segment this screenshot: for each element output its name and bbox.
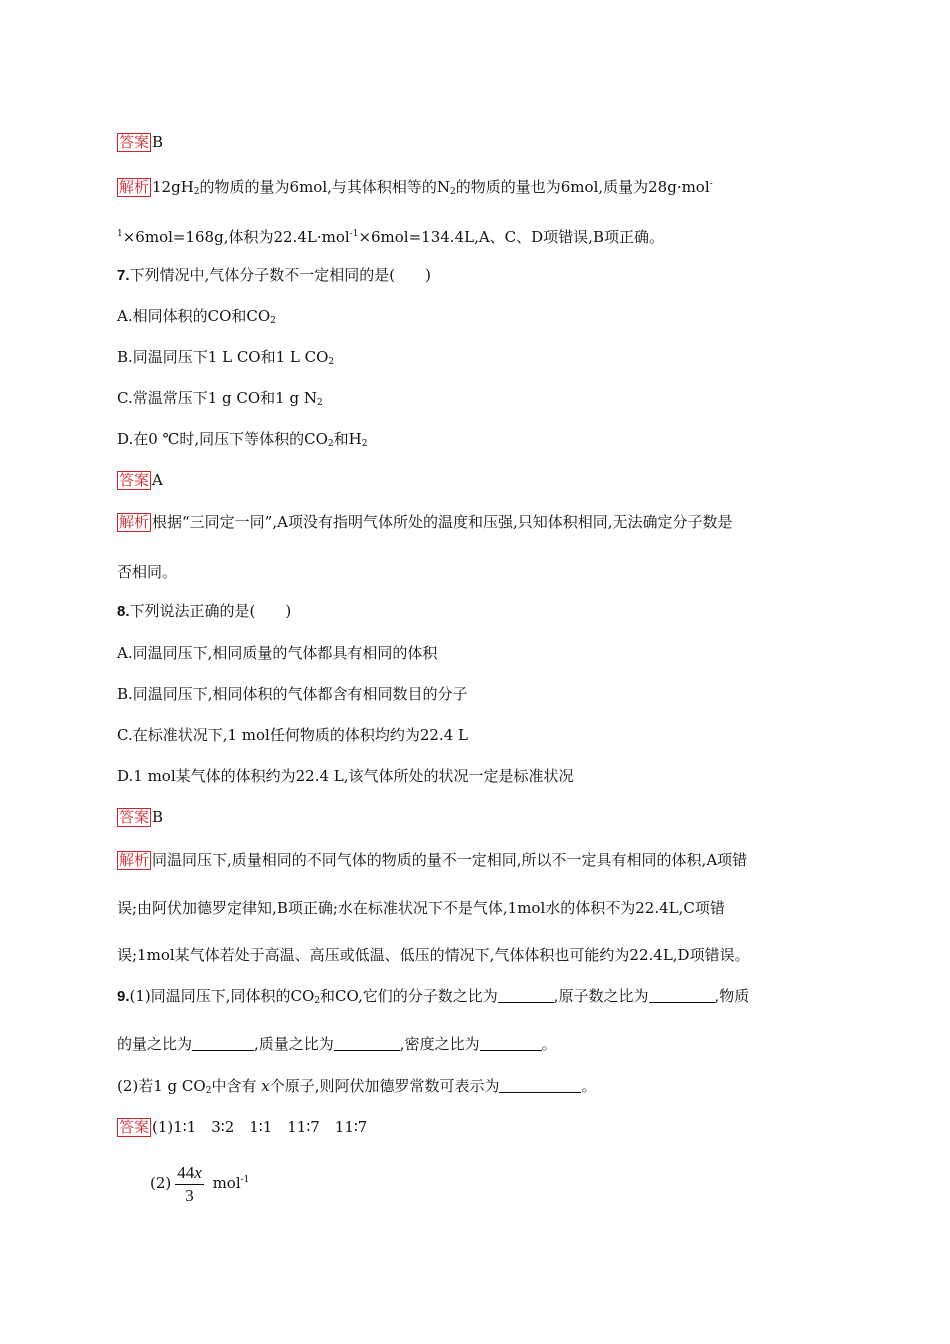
question-text: 下列说法正确的是( ) [129, 602, 292, 620]
question-text: ,物质 [714, 987, 750, 1005]
subscript: 2 [316, 398, 323, 408]
analysis-text: 根据“三同定一同”,A项没有指明气体所处的温度和压强,只知体积相同,无法确定分子数是 [152, 513, 733, 531]
question-8-analysis-3 [117, 945, 750, 965]
subscript: 2 [327, 439, 334, 449]
superscript: - [709, 179, 713, 189]
question-8-answer [117, 807, 163, 827]
analysis-text: 12gH [152, 178, 194, 196]
option-text: A.同温同压下,相同质量的气体都具有相同的体积 [117, 644, 438, 662]
analysis-text: 否相同。 [117, 563, 178, 581]
subscript: 2 [193, 187, 200, 197]
subscript: 2 [205, 1086, 212, 1096]
fill-blank[interactable] [499, 1078, 581, 1093]
answer-value: (2) [150, 1174, 172, 1192]
variable-x: x [194, 1162, 202, 1182]
question-9-part1-line2 [117, 1034, 557, 1054]
question-text: 和CO,它们的分子数之比为 [320, 987, 498, 1005]
question-8-analysis-1 [117, 850, 747, 870]
question-number: 7. [117, 267, 130, 284]
question-number: 8. [117, 603, 130, 620]
analysis-tag: 解析 [119, 513, 150, 531]
superscript: 1 [117, 229, 123, 239]
question-text: 。 [541, 1035, 557, 1053]
question-9-answer-1 [117, 1117, 367, 1137]
answer-value: (1)1∶1 3∶2 1∶1 11∶7 11∶7 [152, 1118, 368, 1136]
analysis-text: 的物质的量也为6mol,质量为28g·mol [455, 178, 710, 196]
subscript: 2 [314, 996, 321, 1006]
analysis-text: 误;由阿伏加德罗定律知,B项正确;水在标准状况下不是气体,1mol水的体积不为22.4L,C项错 [117, 899, 725, 917]
question-7-option-c [117, 388, 323, 413]
answer-value: B [152, 133, 164, 151]
fill-blank[interactable] [334, 1036, 400, 1051]
question-7-analysis-1 [117, 512, 733, 532]
fill-blank[interactable] [192, 1036, 254, 1051]
subscript: 2 [270, 316, 276, 326]
option-text: B.同温同压下,相同体积的气体都含有相同数目的分子 [117, 685, 468, 703]
question-text: 中含有 [211, 1077, 262, 1095]
question-9-part1-line1 [117, 986, 749, 1011]
analysis-text: 的物质的量为6mol,与其体积相等的N [199, 178, 451, 196]
question-8-option-c [117, 725, 468, 745]
question-text: (1)同温同压下,同体积的CO [129, 987, 315, 1005]
question-8-option-a [117, 643, 437, 663]
fraction-numerator [175, 1162, 204, 1185]
answer-value: A [152, 471, 163, 489]
answer-tag: 答案 [119, 808, 150, 826]
question-8-stem [117, 601, 291, 622]
question-9-part2 [117, 1076, 597, 1101]
unit: mol [212, 1174, 241, 1192]
subscript: 2 [450, 187, 456, 197]
question-8-option-b [117, 684, 468, 704]
option-text: A.相同体积的CO和CO [117, 307, 271, 325]
variable-x: x [261, 1077, 270, 1095]
subscript: 2 [361, 439, 368, 449]
question-7-answer [117, 470, 163, 490]
numerator-value: 44 [177, 1162, 195, 1182]
question-7-analysis-2 [117, 562, 177, 582]
option-text: C.在标准状况下,1 mol任何物质的体积均约为22.4 L [117, 726, 468, 744]
question-text: ,原子数之比为 [553, 987, 649, 1005]
analysis-line-1a [117, 174, 713, 202]
answer-value: B [152, 808, 164, 826]
question-text: 个原子,则阿伏加德罗常数可表示为 [269, 1077, 500, 1095]
question-text: 的量之比为 [117, 1035, 193, 1053]
analysis-tag: 解析 [119, 851, 150, 869]
superscript: -1 [349, 229, 359, 239]
fraction [175, 1162, 204, 1207]
answer-tag: 答案 [119, 133, 150, 151]
answer-tag: 答案 [119, 471, 150, 489]
analysis-line-1b [117, 224, 664, 247]
question-7-option-a [117, 306, 276, 331]
fill-blank[interactable] [480, 1036, 542, 1051]
option-text: C.常温常压下1 g CO和1 g N [117, 389, 317, 407]
answer-tag: 答案 [119, 1118, 150, 1136]
question-7-option-b [117, 347, 334, 372]
question-text: ,密度之比为 [399, 1035, 480, 1053]
question-text: ,质量之比为 [254, 1035, 334, 1053]
question-text: (2)若1 g CO [117, 1077, 206, 1095]
analysis-text: ×6mol=134.4L,A、C、D项错误,B项正确。 [358, 228, 664, 246]
analysis-text: 同温同压下,质量相同的不同气体的物质的量不一定相同,所以不一定具有相同的体积,A项错 [152, 851, 748, 869]
question-7-option-d [117, 429, 367, 454]
analysis-tag: 解析 [119, 178, 150, 196]
answer-line-1 [117, 132, 163, 152]
question-text: 下列情况中,气体分子数不一定相同的是( ) [129, 266, 431, 284]
question-7-stem [117, 265, 431, 286]
option-text: D.1 mol某气体的体积约为22.4 L,该气体所处的状况一定是标准状况 [117, 767, 574, 785]
fraction-denominator: 3 [185, 1185, 194, 1205]
option-text: D.在0 ℃时,同压下等体积的CO [117, 430, 328, 448]
analysis-text: ×6mol=168g,体积为22.4L·mol [122, 228, 350, 246]
subscript: 2 [328, 357, 335, 367]
superscript: -1 [240, 1175, 250, 1185]
option-text: B.同温同压下1 L CO和1 L CO [117, 348, 329, 366]
question-8-option-d [117, 766, 574, 786]
analysis-text: 误;1mol某气体若处于高温、高压或低温、低压的情况下,气体体积也可能约为22.4L,D项错误。 [117, 946, 750, 964]
fill-blank[interactable] [498, 988, 554, 1003]
question-8-analysis-2 [117, 898, 725, 918]
question-number: 9. [117, 988, 130, 1005]
question-text: 。 [581, 1077, 597, 1095]
question-9-answer-2 [150, 1158, 249, 1207]
option-text: 和H [333, 430, 362, 448]
fill-blank[interactable] [649, 988, 715, 1003]
